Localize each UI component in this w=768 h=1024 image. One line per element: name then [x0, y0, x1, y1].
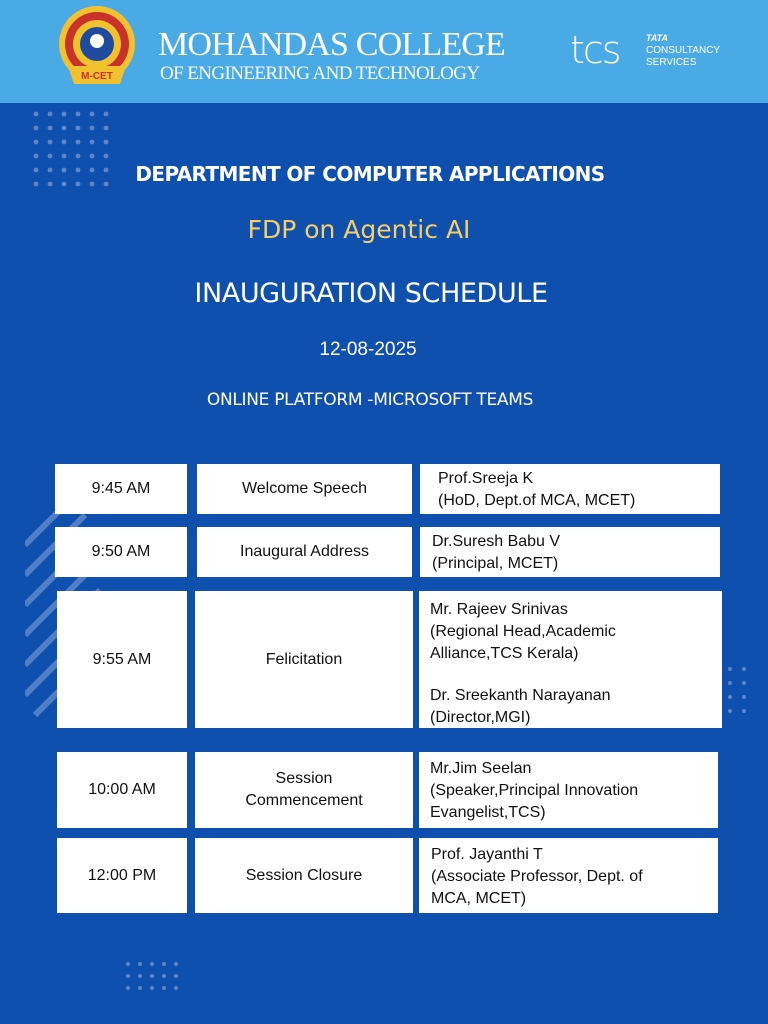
speaker-line: Prof. Jayanthi T: [431, 846, 543, 863]
time-cell: [57, 591, 187, 728]
decorative-dots-right: [726, 665, 756, 725]
speaker-line: Alliance,TCS Kerala): [430, 645, 579, 662]
speaker-cell: [420, 464, 720, 514]
event-text: Session Closure: [245, 866, 363, 884]
event-text: Welcome Speech: [241, 480, 368, 497]
decorative-dots-bottom: [125, 960, 185, 994]
event-text: Felicitation: [265, 650, 343, 668]
event-cell: [195, 838, 413, 913]
logo-text: M-CET: [81, 71, 113, 82]
speaker-line: (Speaker,Principal Innovation: [430, 782, 639, 799]
college-logo: [54, 4, 140, 90]
event-cell: [195, 752, 413, 828]
event-cell: [195, 591, 413, 728]
speaker-line: Prof.Sreeja K: [438, 470, 534, 487]
event-cell: [197, 464, 412, 514]
program-title: FDP on Agentic AI: [247, 215, 471, 244]
header-banner: [0, 0, 768, 103]
speaker-line: MCA, MCET): [431, 890, 527, 907]
tcs-brand: TATA: [646, 33, 668, 43]
decorative-dots-top: [32, 110, 122, 200]
time-cell: [57, 838, 187, 913]
time-text: 9:55 AM: [92, 650, 152, 668]
time-text: 9:45 AM: [91, 480, 151, 497]
tcs-full-name: CONSULTANCY SERVICES: [646, 45, 720, 68]
time-cell: [55, 527, 187, 577]
speaker-cell: [419, 591, 722, 728]
time-text: 10:00 AM: [88, 781, 156, 798]
speaker-cell: [420, 527, 720, 577]
speaker-line: Mr. Rajeev Srinivas: [430, 601, 568, 618]
speaker-line: (Principal, MCET): [432, 555, 559, 572]
speaker-line: (Regional Head,Academic: [430, 623, 616, 640]
speaker-line: Evangelist,TCS): [430, 804, 546, 821]
speaker-line: Mr.Jim Seelan: [430, 760, 532, 777]
speaker-line: (Director,MGI): [430, 709, 531, 726]
department-title: DEPARTMENT OF COMPUTER APPLICATIONS: [135, 162, 605, 186]
event-text: Inaugural Address: [240, 543, 369, 560]
event-date: 12-08-2025: [319, 339, 417, 360]
event-cell: [197, 527, 412, 577]
platform-info: ONLINE PLATFORM -MICROSOFT TEAMS: [206, 390, 534, 410]
speaker-line: Dr.Suresh Babu V: [432, 533, 561, 550]
speaker-line: Dr. Sreekanth Narayanan: [430, 687, 611, 704]
speaker-line: (Associate Professor, Dept. of: [431, 868, 643, 885]
speaker-cell: [419, 838, 718, 913]
speaker-cell: [419, 752, 718, 828]
college-name-line2: OF ENGINEERING AND TECHNOLOGY: [160, 63, 480, 84]
schedule-title: INAUGURATION SCHEDULE: [194, 278, 548, 309]
event-text: Session: [275, 770, 333, 787]
time-text: 9:50 AM: [91, 543, 151, 560]
time-text: 12:00 PM: [87, 866, 157, 884]
event-text: Commencement: [245, 792, 363, 809]
time-cell: [55, 464, 187, 514]
tcs-logo: tcs: [570, 28, 620, 72]
college-name-line1: MOHANDAS COLLEGE: [158, 26, 506, 63]
speaker-line: (HoD, Dept.of MCA, MCET): [438, 492, 636, 509]
time-cell: [57, 752, 187, 828]
